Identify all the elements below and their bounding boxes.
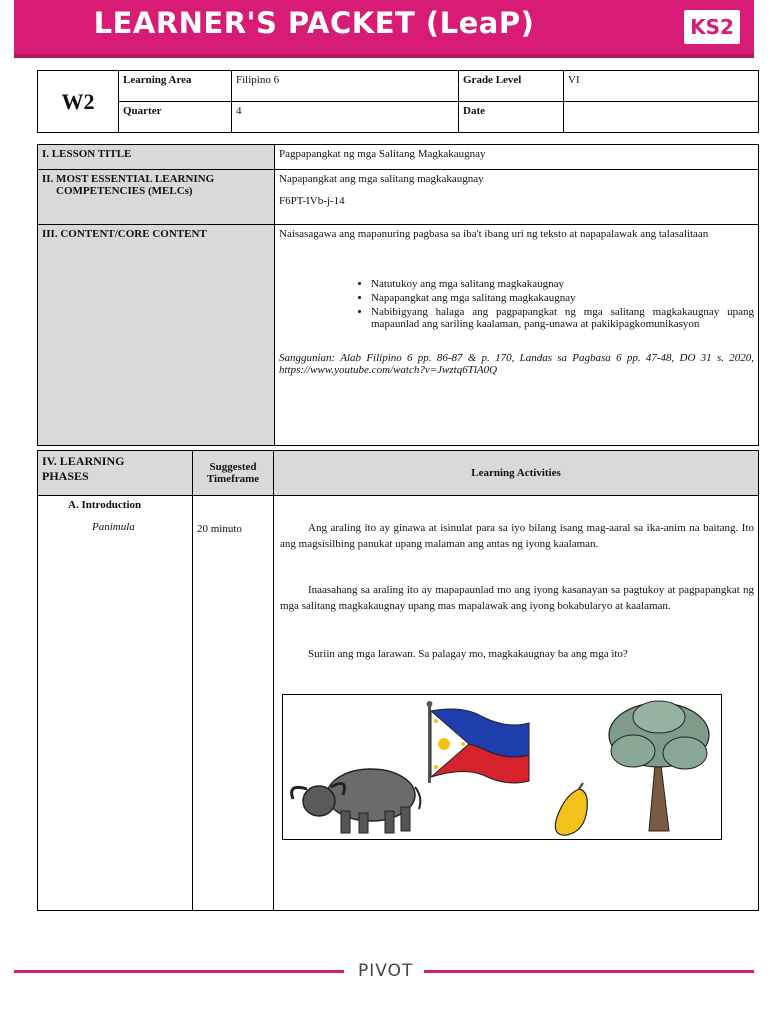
melc-label xyxy=(38,170,275,225)
date-label: Date xyxy=(459,102,564,133)
list-item: • Natutukoy ang mga salitang magkakaugnay xyxy=(371,278,754,290)
grade-level-value: VI xyxy=(564,71,759,102)
phases-header-line1: IV. LEARNING xyxy=(42,454,125,468)
objectives-list xyxy=(279,278,754,330)
mango-image xyxy=(555,783,587,835)
lesson-table xyxy=(37,144,759,446)
footer-line-left xyxy=(14,970,344,973)
quarter-value: 4 xyxy=(232,102,459,133)
intro-activities-cell xyxy=(274,496,759,911)
phases-header xyxy=(38,451,193,496)
packet-title: LEARNER'S PACKET (LeaP) xyxy=(93,6,535,40)
timeframe-header-line1: Suggested xyxy=(209,461,257,473)
intro-paragraph-2: Inaasahang sa araling ito ay mapapaunlad mo ang iyong kasanayan sa pagtukoy at pagpapangkat ng mga salitang magkakaugnay upang mas mapalawak ang iyong bokabularyo at kaalaman. xyxy=(280,584,754,612)
list-item: • Nabibigyang halaga ang pagpapangkat ng mga salitang magkakaugnay upang mapaunlad ang sariling kaalaman, pang-unawa at pakikipagkomunikasyon xyxy=(371,306,754,330)
intro-sublabel: Panimula xyxy=(92,521,135,533)
quarter-label: Quarter xyxy=(119,102,232,133)
grade-level-label: Grade Level xyxy=(459,71,564,102)
lesson-title-label: I. LESSON TITLE xyxy=(38,145,275,170)
pictures-box xyxy=(282,694,722,840)
ks2-badge: KS2 xyxy=(684,10,740,44)
learning-area-value: Filipino 6 xyxy=(232,71,459,102)
date-value xyxy=(564,102,759,133)
timeframe-header xyxy=(193,451,274,496)
content-cell xyxy=(275,225,759,446)
carabao-image xyxy=(292,769,421,833)
intro-timeframe-cell xyxy=(193,496,274,911)
intro-phase-cell xyxy=(38,496,193,911)
timeframe-header-line2: Timeframe xyxy=(206,473,260,485)
tree-image xyxy=(609,701,709,831)
philippine-flag-image xyxy=(427,701,530,783)
activities-header: Learning Activities xyxy=(274,451,759,496)
phases-header-line2: PHASES xyxy=(42,469,89,483)
timeframe-value: 20 minuto xyxy=(197,523,242,535)
learning-area-label: Learning Area xyxy=(119,71,232,102)
header-banner xyxy=(14,0,754,58)
header-table xyxy=(37,70,759,133)
melc-value xyxy=(275,170,759,225)
content-label: III. CONTENT/CORE CONTENT xyxy=(38,225,275,446)
melc-code: F6PT-IVb-j-14 xyxy=(279,195,345,207)
pivot-logo: PIVOT xyxy=(358,961,414,981)
melc-label-line2: COMPETENCIES (MELCs) xyxy=(56,185,193,197)
phases-table xyxy=(37,450,759,911)
pictures-svg xyxy=(283,695,721,839)
intro-paragraph-1: Ang araling ito ay ginawa at isinulat para sa iyo bilang isang mag-aaral sa ika-anim na baitang. Ito ang magsisilbing panukat upang malaman ang antas ng iyong kaalaman. xyxy=(280,522,754,550)
intro-paragraph-3: Suriin ang mga larawan. Sa palagay mo, magkakaugnay ba ang mga ito? xyxy=(308,648,628,660)
content-text: Naisasagawa ang mapanuring pagbasa sa iba't ibang uri ng teksto at napapalawak ang talasalitaan xyxy=(279,228,709,240)
footer-line-right xyxy=(424,970,754,973)
intro-label: A. Introduction xyxy=(68,499,142,511)
melc-text: Napapangkat ang mga salitang magkakaugnay xyxy=(279,173,484,185)
lesson-title-value: Pagpapangkat ng mga Salitang Magkakaugnay xyxy=(275,145,759,170)
melc-label-line1: II. MOST ESSENTIAL LEARNING xyxy=(42,173,215,185)
list-item: • Napapangkat ang mga salitang magkakaugnay xyxy=(371,292,754,304)
week-label: W2 xyxy=(38,71,119,133)
reference-text: Sanggunian: Alab Filipino 6 pp. 86-87 & p. 170, Landas sa Pagbasa 6 pp. 47-48, DO 31 s. 2020, https://www.youtube.com/watch?v=Jwztq6TlA0Q xyxy=(279,352,754,376)
